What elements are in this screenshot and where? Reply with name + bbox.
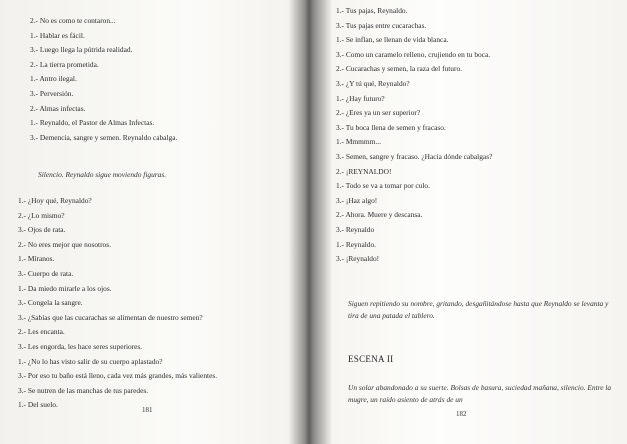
dialogue-line: 3.- Cuerpo de rata. (18, 269, 74, 278)
dialogue-line: 3.- Como un caramelo relleno, crujiendo en tu boca. (336, 49, 491, 59)
dialogue-line: 3.- Reynaldo (336, 225, 375, 234)
page-number-right: 182 (456, 410, 467, 418)
scene-heading: ESCENA II (348, 354, 394, 364)
dialogue-line: 3.- Tus pajas entre cucarachas. (336, 20, 427, 30)
dialogue-line: 1.- ¿No lo has visto salir de su cuerpo aplastado? (18, 356, 163, 366)
dialogue-line: 3.- Congela la sangre. (18, 298, 83, 308)
dialogue-line: 1.- Míranos. (18, 254, 55, 264)
dialogue-line: 1.- Reynaldo, el Pastor de Almas Infectas. (30, 118, 155, 128)
dialogue-line: 3.- Perversión. (30, 89, 74, 98)
dialogue-line: 3.- ¡Haz algo! (336, 195, 378, 205)
dialogue-line: 2.- Cucarachas y semen, la raza del futuro. (336, 64, 462, 74)
dialogue-line: 2.- No es como te contaron... (30, 16, 116, 25)
dialogue-line: 2.- ¿Eres ya un ser superior? (336, 108, 421, 118)
dialogue-line: 1.- Todo se va a tomar por culo. (336, 181, 430, 191)
dialogue-line: 2.- No eres mejor que nosotros. (18, 239, 111, 249)
dialogue-line: 2.- ¡REYNALDO! (336, 166, 392, 176)
stage-direction: Silencio. Reynaldo sigue moviendo figuras. (38, 170, 167, 179)
dialogue-line: 1.- Reynaldo. (336, 239, 377, 249)
dialogue-line: 1.- Se inflan, se llenan de vida blanca. (336, 35, 449, 45)
dialogue-line: 1.- Del suelo. (18, 400, 58, 410)
dialogue-line: 3.- ¿Y tú qué, Reynaldo? (336, 79, 410, 88)
dialogue-line: 2.- Almas infectas. (30, 103, 86, 113)
left-page (0, 0, 300, 444)
dialogue-line: 1.- ¿Hoy qué, Reynaldo? (18, 196, 92, 205)
dialogue-line: 2.- Les encanta. (18, 327, 65, 337)
dialogue-line: 3.- Demencia, sangre y semen. Reynaldo cabalga. (30, 132, 178, 142)
stage-direction: Siguen repitiendo su nombre, gritando, desgañitándose hasta que Reynaldo se levanta y tira de una patada el tablero. (348, 299, 609, 320)
dialogue-line: 3.- Por eso tu baño está lleno, cada vez más grandes, más valientes. (18, 371, 218, 381)
page-number-left: 181 (142, 406, 153, 414)
dialogue-line: 3.- Luego llega la pútrida realidad. (30, 45, 133, 55)
dialogue-line: 3.- Semen, sangre y fracaso. ¿Hacia dónde cabalgas? (336, 152, 493, 161)
dialogue-line: 2.- ¿Lo mismo? (18, 210, 65, 220)
dialogue-line: 3.- ¡Reynaldo! (336, 254, 380, 264)
dialogue-line: 3.- ¿Sabías que las cucarachas se alimentan de nuestro semen? (18, 312, 203, 322)
dialogue-line: 3.- Ojos de rata. (18, 225, 66, 235)
dialogue-line: 2.- Ahora. Muere y descansa. (336, 210, 423, 220)
dialogue-line: 1.- Antro ilegal. (30, 74, 77, 84)
dialogue-line: 1.- Tus pajas, Reynaldo. (336, 6, 408, 15)
dialogue-line: 3.- Les engorda, les hace seres superiores. (18, 342, 143, 351)
dialogue-line: 1.- Mmmmm... (336, 137, 381, 147)
dialogue-line: 1.- ¿Hay futuro? (336, 93, 385, 103)
dialogue-line: 3.- Tu boca llena de semen y fracaso. (336, 122, 446, 132)
scene-description: Un solar abandonado a su suerte. Bolsas de basura, suciedad mañana, silencio. Entre la mugre, un raído asiento de atrás de un (348, 383, 612, 404)
right-page (320, 0, 627, 444)
dialogue-line: 2.- La tierra prometida. (30, 59, 99, 69)
dialogue-line: 3.- Se nutren de las manchas de tus paredes. (18, 385, 149, 395)
dialogue-line: 1.- Hablar es fácil. (30, 30, 85, 40)
dialogue-line: 1.- Da miedo mirarle a los ojos. (18, 283, 112, 293)
